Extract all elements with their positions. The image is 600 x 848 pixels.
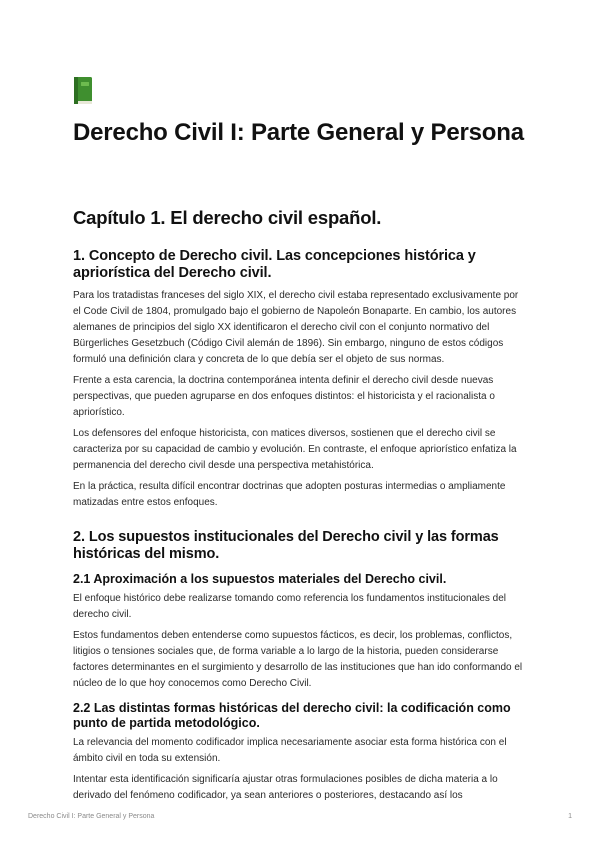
- subsection-2-1: [73, 572, 528, 692]
- paragraph: Intentar esta identificación significaría ajustar otras formulaciones posibles de dicha materia a lo derivado del fenómeno codificador, ya sean anteriores o posteriores, destacando así los: [73, 774, 498, 801]
- section-heading: 2. Los supuestos institucionales del Derecho civil y las formas históricas del mismo.: [73, 529, 499, 562]
- chapter-heading: Capítulo 1. El derecho civil español.: [73, 207, 382, 228]
- document-title: Derecho Civil I: Parte General y Persona: [73, 119, 524, 146]
- subsection-2-2: [73, 701, 528, 804]
- paragraph: El enfoque histórico debe realizarse tomando como referencia los fundamentos institucionales del derecho civil.: [73, 593, 507, 620]
- section-1: [73, 248, 528, 511]
- section-heading: 1. Concepto de Derecho civil. Las concepciones histórica y apriorística del Derecho civil.: [73, 248, 476, 281]
- document-body: [73, 206, 528, 809]
- footer-title: Derecho Civil I: Parte General y Persona: [28, 813, 155, 820]
- paragraph: La relevancia del momento codificador implica necesariamente asociar esta forma histórica con el ámbito civil en toda su extensión.: [73, 737, 507, 764]
- subsection-heading: 2.2 Las distintas formas históricas del derecho civil: la codificación como punto de partida metodológico.: [73, 701, 511, 730]
- paragraph: Estos fundamentos deben entenderse como supuestos fácticos, es decir, los problemas, conflictos, litigios o tensiones sociales que, de forma variable a lo largo de la historia, pueden considerarse factores determinantes en el surgimiento y desarrollo de las instituciones que han ido conformando el núcleo de lo que hoy conocemos como Derecho Civil.: [73, 630, 523, 689]
- section-2: [73, 529, 528, 804]
- page-number: 1: [568, 813, 572, 820]
- paragraph: En la práctica, resulta difícil encontrar doctrinas que adopten posturas intermedias o ampliamente matizadas entre estos enfoques.: [73, 481, 506, 508]
- paragraph: Para los tratadistas franceses del siglo XIX, el derecho civil estaba representado exclusivamente por el Code Civil de 1804, promulgado bajo el gobierno de Napoleón Bonaparte. En cambio, los autores alemanes de principios del siglo XX identificaron el derecho civil con el conjunto normativo del Bürgerliches Gesetzbuch (Código Civil alemán de 1896). Sin embargo, ninguno de estos códigos formuló una definición clara y concreta de lo que debía ser el objeto de sus normas.: [73, 290, 519, 365]
- page-footer: [28, 813, 572, 820]
- subsection-heading: 2.1 Aproximación a los supuestos materiales del Derecho civil.: [73, 572, 447, 586]
- paragraph: Los defensores del enfoque historicista, con matices diversos, sostienen que el derecho civil se caracteriza por su capacidad de cambio y evolución. En contraste, el enfoque apriorístico enfatiza la permanencia del derecho civil desde una perspectiva metahistórica.: [73, 428, 517, 471]
- paragraph: Frente a esta carencia, la doctrina contemporánea intenta definir el derecho civil desde nuevas perspectivas, que pueden agruparse en dos enfoques distintos: el historicista y el racionalista o apriorístico.: [73, 375, 495, 418]
- green-book-icon: [73, 76, 93, 106]
